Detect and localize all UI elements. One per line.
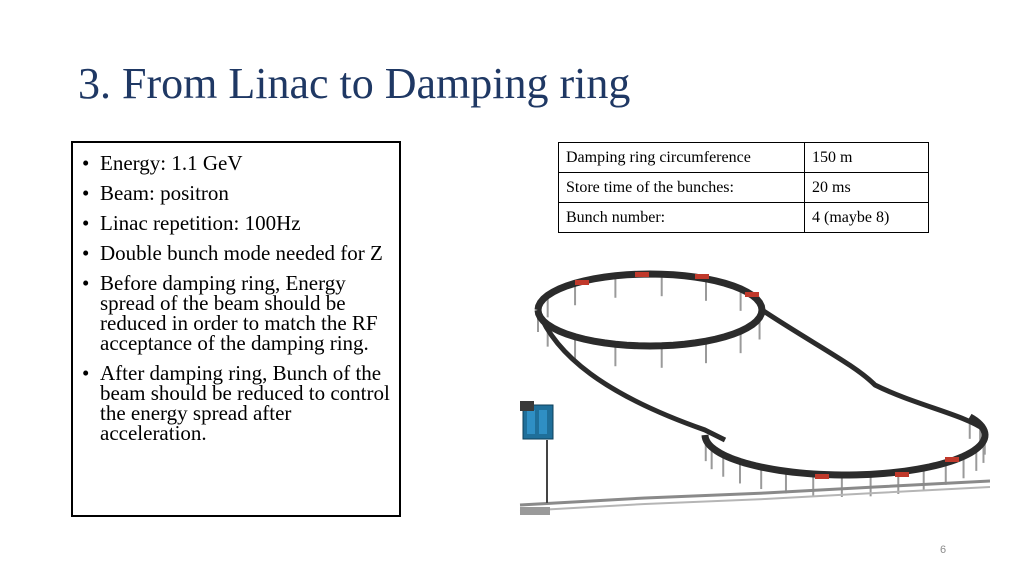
bullet-item: • Energy: 1.1 GeV — [81, 153, 393, 173]
parameters-table — [558, 142, 929, 233]
bullet-item: • Beam: positron — [81, 183, 393, 203]
slide-title: 3. From Linac to Damping ring — [78, 59, 631, 108]
bullet-item: • Double bunch mode needed for Z — [81, 243, 393, 263]
bullet-item: • Before damping ring, Energy spread of the beam should be reduced in order to match the RF acceptance of the damping ring. — [81, 273, 393, 353]
damping-ring-3d-model — [515, 255, 990, 527]
table-row — [559, 203, 929, 233]
table-row — [559, 143, 929, 173]
table-row — [559, 173, 929, 203]
ring-beamline — [538, 272, 985, 479]
page-number: 6 — [940, 544, 947, 556]
table-cell: 150 m — [805, 143, 929, 173]
table-cell: Store time of the bunches: — [559, 173, 805, 203]
bullet-list — [81, 153, 393, 443]
bullet-box — [71, 141, 401, 517]
transfer-line — [520, 481, 990, 515]
table-cell: 4 (maybe 8) — [805, 203, 929, 233]
table-cell: Damping ring circumference — [559, 143, 805, 173]
bullet-item: • After damping ring, Bunch of the beam should be reduced to control the energy spread after acceleration. — [81, 363, 393, 443]
rf-cabinet — [520, 401, 553, 503]
table-cell: 20 ms — [805, 173, 929, 203]
table-cell: Bunch number: — [559, 203, 805, 233]
bullet-item: • Linac repetition: 100Hz — [81, 213, 393, 233]
